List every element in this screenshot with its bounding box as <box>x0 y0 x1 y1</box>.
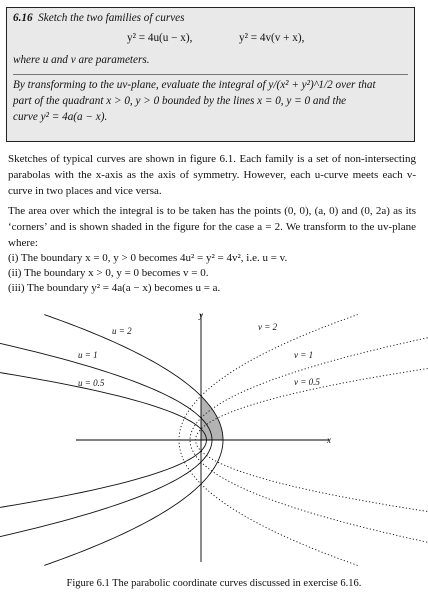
body-paragraph-2: The area over which the integral is to be taken has the points (0, 0), (a, 0) and (0, 2a) as its ‘corners’ and is shown shaded in the figure for the case a = 2. We transform to the uv-plane where: <box>8 205 416 249</box>
label-u-1: u = 1 <box>78 350 98 360</box>
boundary-item-2: (ii) The boundary x > 0, y = 0 becomes v = 0. <box>8 267 209 279</box>
x-axis-label: x <box>327 435 331 445</box>
exercise-params: where u and v are parameters. <box>13 54 150 66</box>
body-paragraph-1: Sketches of typical curves are shown in figure 6.1. Each family is a set of non-intersecting parabolas with the x-axis as the axis of symmetry. However, each u-curve meets each v-curve in two places and vice versa. <box>8 153 416 197</box>
exercise-task-line-2: part of the quadrant x > 0, y > 0 bounded by the lines x = 0, y = 0 and the <box>13 95 347 107</box>
label-v-0.5: v = 0.5 <box>294 377 320 387</box>
exercise-heading <box>13 12 185 25</box>
exercise-number: 6.16 <box>13 12 33 24</box>
boundary-item-3: (iii) The boundary y² = 4a(a − x) becomes u = a. <box>8 282 221 294</box>
equation-v-family: y² = 4v(v + x), <box>239 32 305 44</box>
exercise-task-line-1: By transforming to the uv-plane, evaluate the integral of y/(x² + y²)^1/2 over that <box>13 79 376 91</box>
boundary-item-1: (i) The boundary x = 0, y > 0 becomes 4u² = y² = 4v², i.e. u = v. <box>8 252 288 264</box>
label-u-0.5: u = 0.5 <box>78 378 105 388</box>
equation-u-family: y² = 4u(u − x), <box>127 32 193 44</box>
exercise-task-line-3: curve y² = 4a(a − x). <box>13 111 108 123</box>
y-axis-label: y <box>199 310 203 320</box>
exercise-divider <box>13 74 408 75</box>
figure-caption: Figure 6.1 The parabolic coordinate curves discussed in exercise 6.16. <box>66 578 362 589</box>
exercise-title: Sketch the two families of curves <box>38 12 185 24</box>
label-u-2: u = 2 <box>112 326 132 336</box>
exercise-box <box>6 7 415 142</box>
label-v-1: v = 1 <box>294 350 314 360</box>
parabolic-coordinates-figure <box>0 300 428 570</box>
label-v-2: v = 2 <box>258 322 278 332</box>
